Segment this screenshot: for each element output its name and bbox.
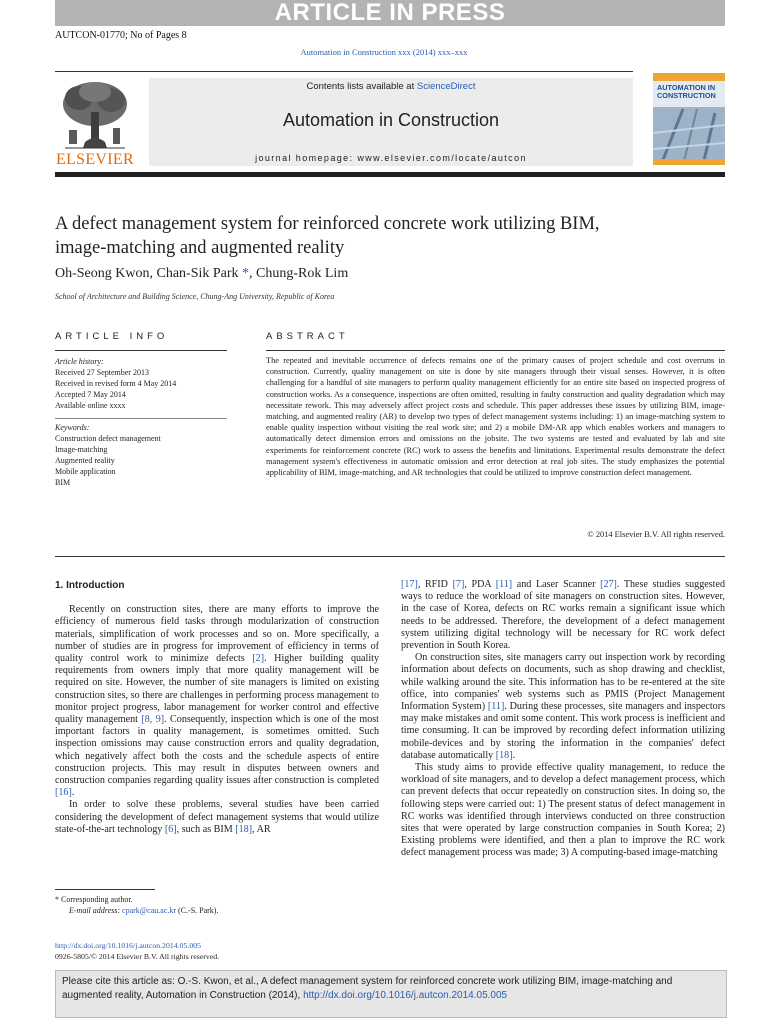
history-online: Available online xxxx [55, 401, 126, 410]
text-run: Recently on construction sites, there are many efforts to improve the efficiency of numerous field tasks through modularization of construction materials, simplification of work processes and so on. More specifically, a number of studies are in progress for improvement of efficiency in terms of quality control work to minimize defects [55, 604, 379, 665]
journal-citation-line[interactable]: Automation in Construction xxx (2014) xxx–xxx [300, 47, 468, 57]
citation-link[interactable]: [11] [495, 579, 513, 590]
citation-link[interactable]: [27] [600, 579, 617, 590]
article-info-rule [55, 350, 227, 351]
article-code: AUTCON-01770; No of Pages 8 [55, 30, 187, 41]
email-link[interactable]: cpark@cau.ac.kr [122, 906, 177, 915]
body-rule [55, 556, 725, 557]
intro-paragraph-2 [55, 799, 379, 836]
right-column [401, 579, 725, 860]
text-run: . Higher building quality requirements from owners imply that more quality management will be required on site. However, the number of site managers is limited on existing construction sites, so there are challenges in performing process management to monitor project progress, labor management for worker control and effective quality management [55, 653, 379, 726]
footnote-rule [55, 889, 155, 890]
history-received: Received 27 September 2013 [55, 368, 149, 377]
keyword: Augmented reality [55, 456, 115, 465]
citation-link[interactable]: [18] [235, 823, 253, 835]
text-run: . Consequently, inspection which is one of the most important factors in quality management, is sometimes omitted. Such inspection omissions may cause construction errors and quality degradation, which negatively affect both the costs and the schedule aspects of entire construction projects. This may result in disputes between owners and construction companies regarding quality issues after construction is completed [55, 714, 379, 787]
keywords [55, 422, 161, 488]
journal-title: Automation in Construction [282, 110, 500, 130]
corresponding-author-mark[interactable]: * [242, 266, 250, 281]
abstract-heading: ABSTRACT [266, 331, 349, 342]
text-run: . [512, 749, 516, 761]
article-in-press-banner: ARTICLE IN PRESS [55, 0, 725, 26]
text-run: . [71, 787, 75, 799]
left-column [55, 580, 379, 836]
journal-homepage[interactable]: journal homepage: www.elsevier.com/locate/autcon [255, 153, 527, 163]
abstract-copyright: © 2014 Elsevier B.V. All rights reserved. [587, 530, 725, 539]
cover-title: AUTOMATION IN CONSTRUCTION [657, 83, 716, 100]
text-run: In order to solve these problems, several studies have been carried considering the development of defect management systems that would utilize state-of-the-art technology [55, 799, 379, 835]
citation-link[interactable]: [7] [452, 579, 465, 590]
history-accepted: Accepted 7 May 2014 [55, 390, 126, 399]
header-rule-bottom [55, 172, 725, 177]
article-history [55, 356, 176, 411]
text-run: On construction sites, site managers carry out inspection work by recording information about defects on documents, such as shop drawing and checklist, while walking around the site. This information has to be re-entered at the site office, into companies' web systems such as PMIS (Project Management Information System) [401, 652, 725, 713]
keyword: Construction defect management [55, 434, 161, 443]
email-line [55, 905, 218, 916]
header-rule-top [55, 71, 633, 72]
info-divider [55, 418, 227, 419]
citation-link[interactable]: [6] [164, 823, 177, 835]
citation-link[interactable]: [8, 9] [141, 714, 165, 726]
text-run: . These studies suggested ways to reduce the workload of site managers on construction sites. However, in the case of Korea, defects on RC works remain a significant issue which needs to be addressed. Therefore, the development of a defect management system utilizing digital technology will be necessary for RC work defect prevention in South Korea. [401, 579, 725, 652]
abstract-text: The repeated and inevitable occurrence of defects remains one of the primary causes of project schedule and cost overruns in construction. Currently, quality management on site is done by site managers through their visual senses. However, it is often challenging for a handful of site managers to perform quality management efficiently for an entire site based on inspected progress of construction works. As a consequence, inspections are often omitted, resulting in faulty construction and quality degradation which may necessitate rework. This may adversely affect project costs and schedule. This paper addresses these issues by utilizing BIM, image-matching, and augmented reality (AR) to develop two types of defect management systems including: 1) an image-matching system to enable quality inspection without visiting the real work site; and 2) a mobile DM-AR app which enables workers and managers to automatically detect dimension errors and omissions on the jobsite. The two systems are tested and evaluated by lab and site experiments for reinforcement concrete (RC) work to assess the benefits and limitations. Experimental results demonstrate the defect management system's effectiveness in automatic omission and error detection at real job sites. The study emphasizes the potential applicability of BIM, image-matching, and AR technologies that could be utilized to improve construction defect management. [266, 356, 725, 478]
citation-link[interactable]: [17] [401, 579, 418, 590]
doi-link[interactable]: http://dx.doi.org/10.1016/j.autcon.2014.05.005 [55, 941, 202, 950]
text-run: , such as BIM [176, 823, 236, 835]
abstract-rule [266, 350, 725, 351]
keywords-label: Keywords: [55, 423, 90, 432]
history-label: Article history: [55, 357, 104, 366]
journal-cover-thumbnail[interactable] [653, 73, 725, 165]
issn-line: 0926-5805/© 2014 Elsevier B.V. All rights reserved. [55, 952, 220, 961]
authors-part-1: Oh-Seong Kwon, Chan-Sik Park [55, 266, 243, 281]
keyword: Image-matching [55, 445, 108, 454]
citation-link[interactable]: [16] [55, 787, 72, 799]
authors-part-2: , Chung-Rok Lim [249, 266, 349, 281]
text-run: . During these processes, site managers and inspectors may make mistakes and omit some content. This work process is inefficient and time consuming. It can be improved by recording defect information utilizing mobile-devices and by storing the information in the companies' defect database automatically [401, 701, 725, 761]
paper-title-line-2: image-matching and augmented reality [55, 238, 345, 258]
citation-link[interactable]: [18] [495, 749, 513, 761]
intro-heading: 1. Introduction [55, 580, 125, 591]
text-run: , RFID [417, 579, 453, 590]
right-paragraph-3: This study aims to provide effective quality management, to reduce the workload of site managers, and to develop a defect management process, which can prevent defects that occur repeatedly on construction sites. In doing so, the following steps were carried out: 1) The present status of defect management in RC works was identified through interviews conducted on three construction sites that were operated by large construction companies in South Korea; 2) Existing problems were identified, and then a plan to improve the RC work defect management process was made; 3) A computing-based image-matching [401, 762, 725, 859]
citation-text: Please cite this article as: O.-S. Kwon, et al., A defect management system for reinforced concrete work utilizing BIM, image-matching and augmented reality, Automation in Construction (2014), [62, 976, 673, 1001]
intro-paragraph-1 [55, 604, 379, 799]
citation-link[interactable]: [11] [487, 701, 505, 713]
paper-title-line-1: A defect management system for reinforced concrete work utilizing BIM, [55, 214, 600, 234]
text-run: , AR [252, 823, 271, 835]
citation-doi-link[interactable]: http://dx.doi.org/10.1016/j.autcon.2014.05.005 [303, 990, 508, 1001]
keyword: Mobile application [55, 467, 116, 476]
email-suffix: (C.-S. Park). [176, 906, 219, 915]
article-info-heading: ARTICLE INFO [55, 331, 169, 342]
sciencedirect-link[interactable]: ScienceDirect [416, 81, 476, 92]
text-run: , PDA [464, 579, 496, 590]
paper-title [55, 212, 695, 260]
history-revised: Received in revised form 4 May 2014 [55, 379, 177, 388]
author-list [55, 266, 348, 282]
citation-box [55, 970, 727, 1018]
doi-block [55, 940, 219, 962]
keyword: BIM [55, 478, 71, 487]
right-paragraph-2 [401, 652, 725, 762]
email-label: E-mail address: [69, 906, 123, 915]
footnote [55, 894, 218, 916]
contents-available [149, 81, 633, 92]
citation-link[interactable]: [2] [252, 653, 265, 665]
corresponding-author-note: * Corresponding author. [55, 895, 133, 904]
text-run: and Laser Scanner [512, 579, 601, 590]
elsevier-wordmark: ELSEVIER [56, 151, 134, 168]
right-paragraph-1 [401, 579, 725, 652]
affiliation: School of Architecture and Building Science, Chung-Ang University, Republic of Korea [55, 292, 335, 301]
contents-prefix: Contents lists available at [306, 81, 417, 92]
